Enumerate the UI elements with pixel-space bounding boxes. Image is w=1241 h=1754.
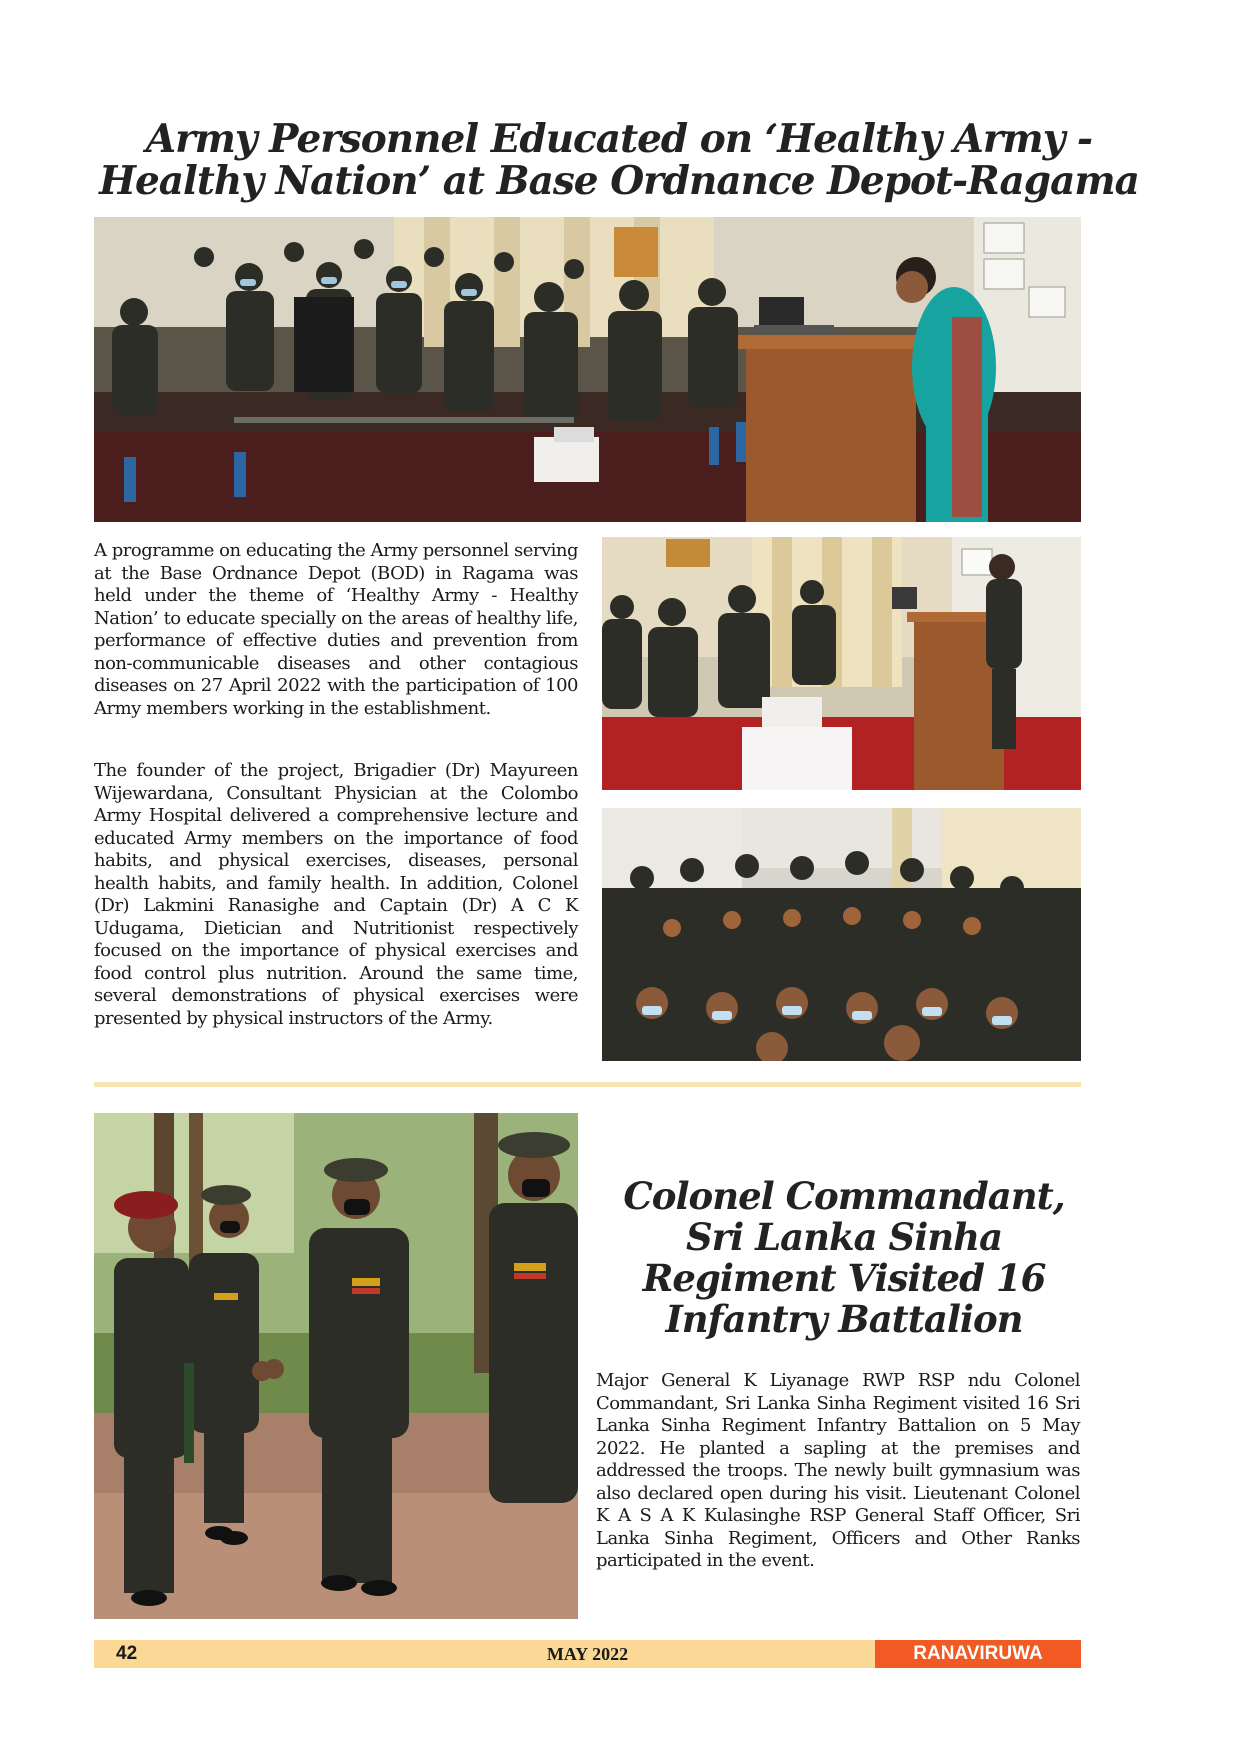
article-headline-healthy-army: Army Personnel Educated on ‘Healthy Army - Healthy Nation’ at Base Ordnance Depot-Ragama — [99, 116, 1139, 204]
article-paragraph-2: The founder of the project, Brigadier (Dr) Mayureen Wijewardana, Consultant Physician at the Colombo Army Hospital delivered a comprehensive lecture and educated Army members on the importance of food habits, and physical exercises, diseases, personal health habits, and family health. In addition, Colonel (Dr) Lakmini Ranasighe and Captain (Dr) A C K Udugama, Dietician and Nutritionist respectively focused on the importance of physical exercises and food control plus nutrition. Around the same time, several demonstrations of physical exercises were presented by physical instructors of the Army. — [94, 760, 578, 1029]
article-paragraph-1: A programme on educating the Army personnel serving at the Base Ordnance Depot (BOD) in Ragama was held under the theme of ‘Healthy Army - Healthy Nation’ to educate specially on the areas of healthy life, performance of effective duties and prevention from non-communicable diseases and other contagious diseases on 27 April 2022 with the participation of 100 Army members working in the establishment. — [94, 540, 578, 719]
photo-exercise-demonstration — [602, 808, 1081, 1061]
photo-lecture-speaker — [602, 537, 1081, 790]
page-footer — [94, 1640, 1081, 1668]
article-paragraph-colonel-commandant: Major General K Liyanage RWP RSP ndu Colonel Commandant, Sri Lanka Sinha Regiment visited 16 Sri Lanka Sinha Regiment Infantry Battalion on 5 May 2022. He planted a sapling at the premises and addressed the troops. The newly built gymnasium was also declared open during his visit. Lieutenant Colonel K A S A K Kulasinghe RSP General Staff Officer, Sri Lanka Sinha Regiment, Officers and Other Ranks participated in the event. — [596, 1370, 1080, 1571]
photo-lecture-hall — [94, 217, 1081, 522]
article-headline-colonel-commandant: Colonel Commandant, Sri Lanka Sinha Regiment Visited 16 Infantry Battalion — [623, 1174, 1065, 1341]
page-number: 42 — [116, 1643, 138, 1664]
photo-colonel-commandant-handshake — [94, 1113, 578, 1619]
issue-date: MAY 2022 — [546, 1644, 629, 1664]
magazine-name: RANAVIRUWA — [875, 1640, 1081, 1668]
section-divider — [94, 1082, 1081, 1087]
